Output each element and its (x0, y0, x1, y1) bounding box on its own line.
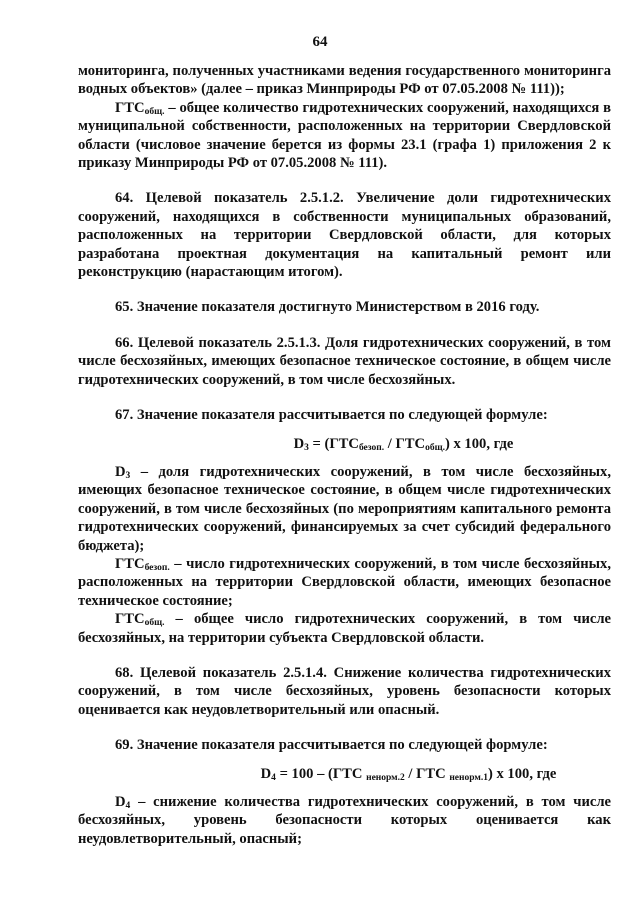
subscript: общ. (144, 618, 165, 629)
formula-part: = 100 – (ГТС (275, 765, 367, 782)
formula-d3 (78, 435, 611, 453)
formula-part: / ГТС (384, 435, 426, 452)
paragraph-d4-definition (78, 793, 611, 848)
formula-part: ) x 100, где (487, 765, 557, 782)
subscript: общ. (144, 106, 165, 117)
paragraph-68: 68. Целевой показатель 2.5.1.4. Снижение количества гидротехнических сооружений, в том числе бесхозяйных, уровень безопасности которых оценивается как неудовлетворительный или опасный. (78, 664, 611, 718)
paragraph-gts-safe-definition (78, 555, 611, 610)
subscript: 3 (304, 442, 309, 453)
subscript: ненорм.2 (366, 772, 405, 783)
formula-symbol: D (293, 435, 305, 452)
definition-text: – доля гидротехнических сооружений, в том числе бесхозяйных, имеющих безопасное техническое состояние, в общем числе гидротехнических сооружений, в том числе бесхозяйных (по мероприятиям капитального ремонта гидротехнических сооружений, финансируемых за счет субсидий федерального бюджета); (78, 463, 611, 554)
paragraph-69: 69. Значение показателя рассчитывается по следующей формуле: (115, 737, 548, 754)
paragraph-d3-definition (78, 463, 611, 555)
subscript: безоп. (144, 562, 170, 573)
formula-symbol: D (260, 765, 272, 782)
subscript: 4 (271, 772, 276, 783)
paragraph-continuation: мониторинга, полученных участниками ведения государственного мониторинга водных объектов» (далее – приказ Минприроды РФ от 07.05.2008 № 111)); (78, 63, 611, 98)
subscript: 4 (125, 801, 131, 811)
subscript: общ. (425, 442, 445, 453)
symbol-gts: ГТС (115, 555, 145, 572)
subscript: ненорм.1 (449, 772, 488, 783)
definition-text: – снижение количества гидротехнических сооружений, в том числе бесхозяйных, уровень безопасности которых оценивается как неудовлетворительный, опасный; (78, 794, 611, 847)
document-body (78, 62, 611, 848)
symbol-gts: ГТС (115, 611, 145, 628)
paragraph-gts-total-count-definition (78, 610, 611, 647)
paragraph-67: 67. Значение показателя рассчитывается по следующей формуле: (115, 407, 548, 424)
paragraph-gts-total-definition (78, 99, 611, 173)
definition-text: – число гидротехнических сооружений, в том числе бесхозяйных, расположенных на территории Свердловской области, имеющих безопасное техническое состояние; (78, 555, 611, 609)
formula-part: / ГТС (404, 765, 450, 782)
subscript: безоп. (358, 442, 385, 453)
subscript: 3 (125, 470, 131, 481)
paragraph-66: 66. Целевой показатель 2.5.1.3. Доля гидротехнических сооружений, в том числе бесхозяйных, имеющих безопасное техническое состояние, в общем числе гидротехнических сооружений, в том числе бесхозяйных. (78, 334, 611, 388)
definition-text: – общее количество гидротехнических сооружений, находящихся в муниципальной собственности, расположенных на территории Свердловской области (числовое значение берется из формы 23.1 (графа 1) приложения 2 к приказу Минприроды РФ от 07.05.2008 № 111). (78, 99, 611, 172)
formula-d4 (78, 765, 611, 783)
symbol-d: D (115, 463, 126, 480)
symbol-d: D (115, 794, 126, 810)
paragraph-65: 65. Значение показателя достигнуто Министерством в 2016 году. (115, 299, 540, 316)
page-number: 64 (312, 34, 328, 50)
formula-part: ) x 100, где (444, 435, 514, 452)
paragraph-64: 64. Целевой показатель 2.5.1.2. Увеличение доли гидротехнических сооружений, находящихся в собственности муниципальных образований, расположенных на территории Свердловской области, для которых разработана проектная документация на капитальный ремонт или реконструкцию (нарастающим итогом). (78, 190, 611, 281)
symbol-gts: ГТС (115, 99, 145, 116)
definition-text: – общее число гидротехнических сооружений, в том числе бесхозяйных, на территории субъекта Свердловской области. (78, 611, 611, 646)
formula-part: = (ГТС (308, 435, 359, 452)
